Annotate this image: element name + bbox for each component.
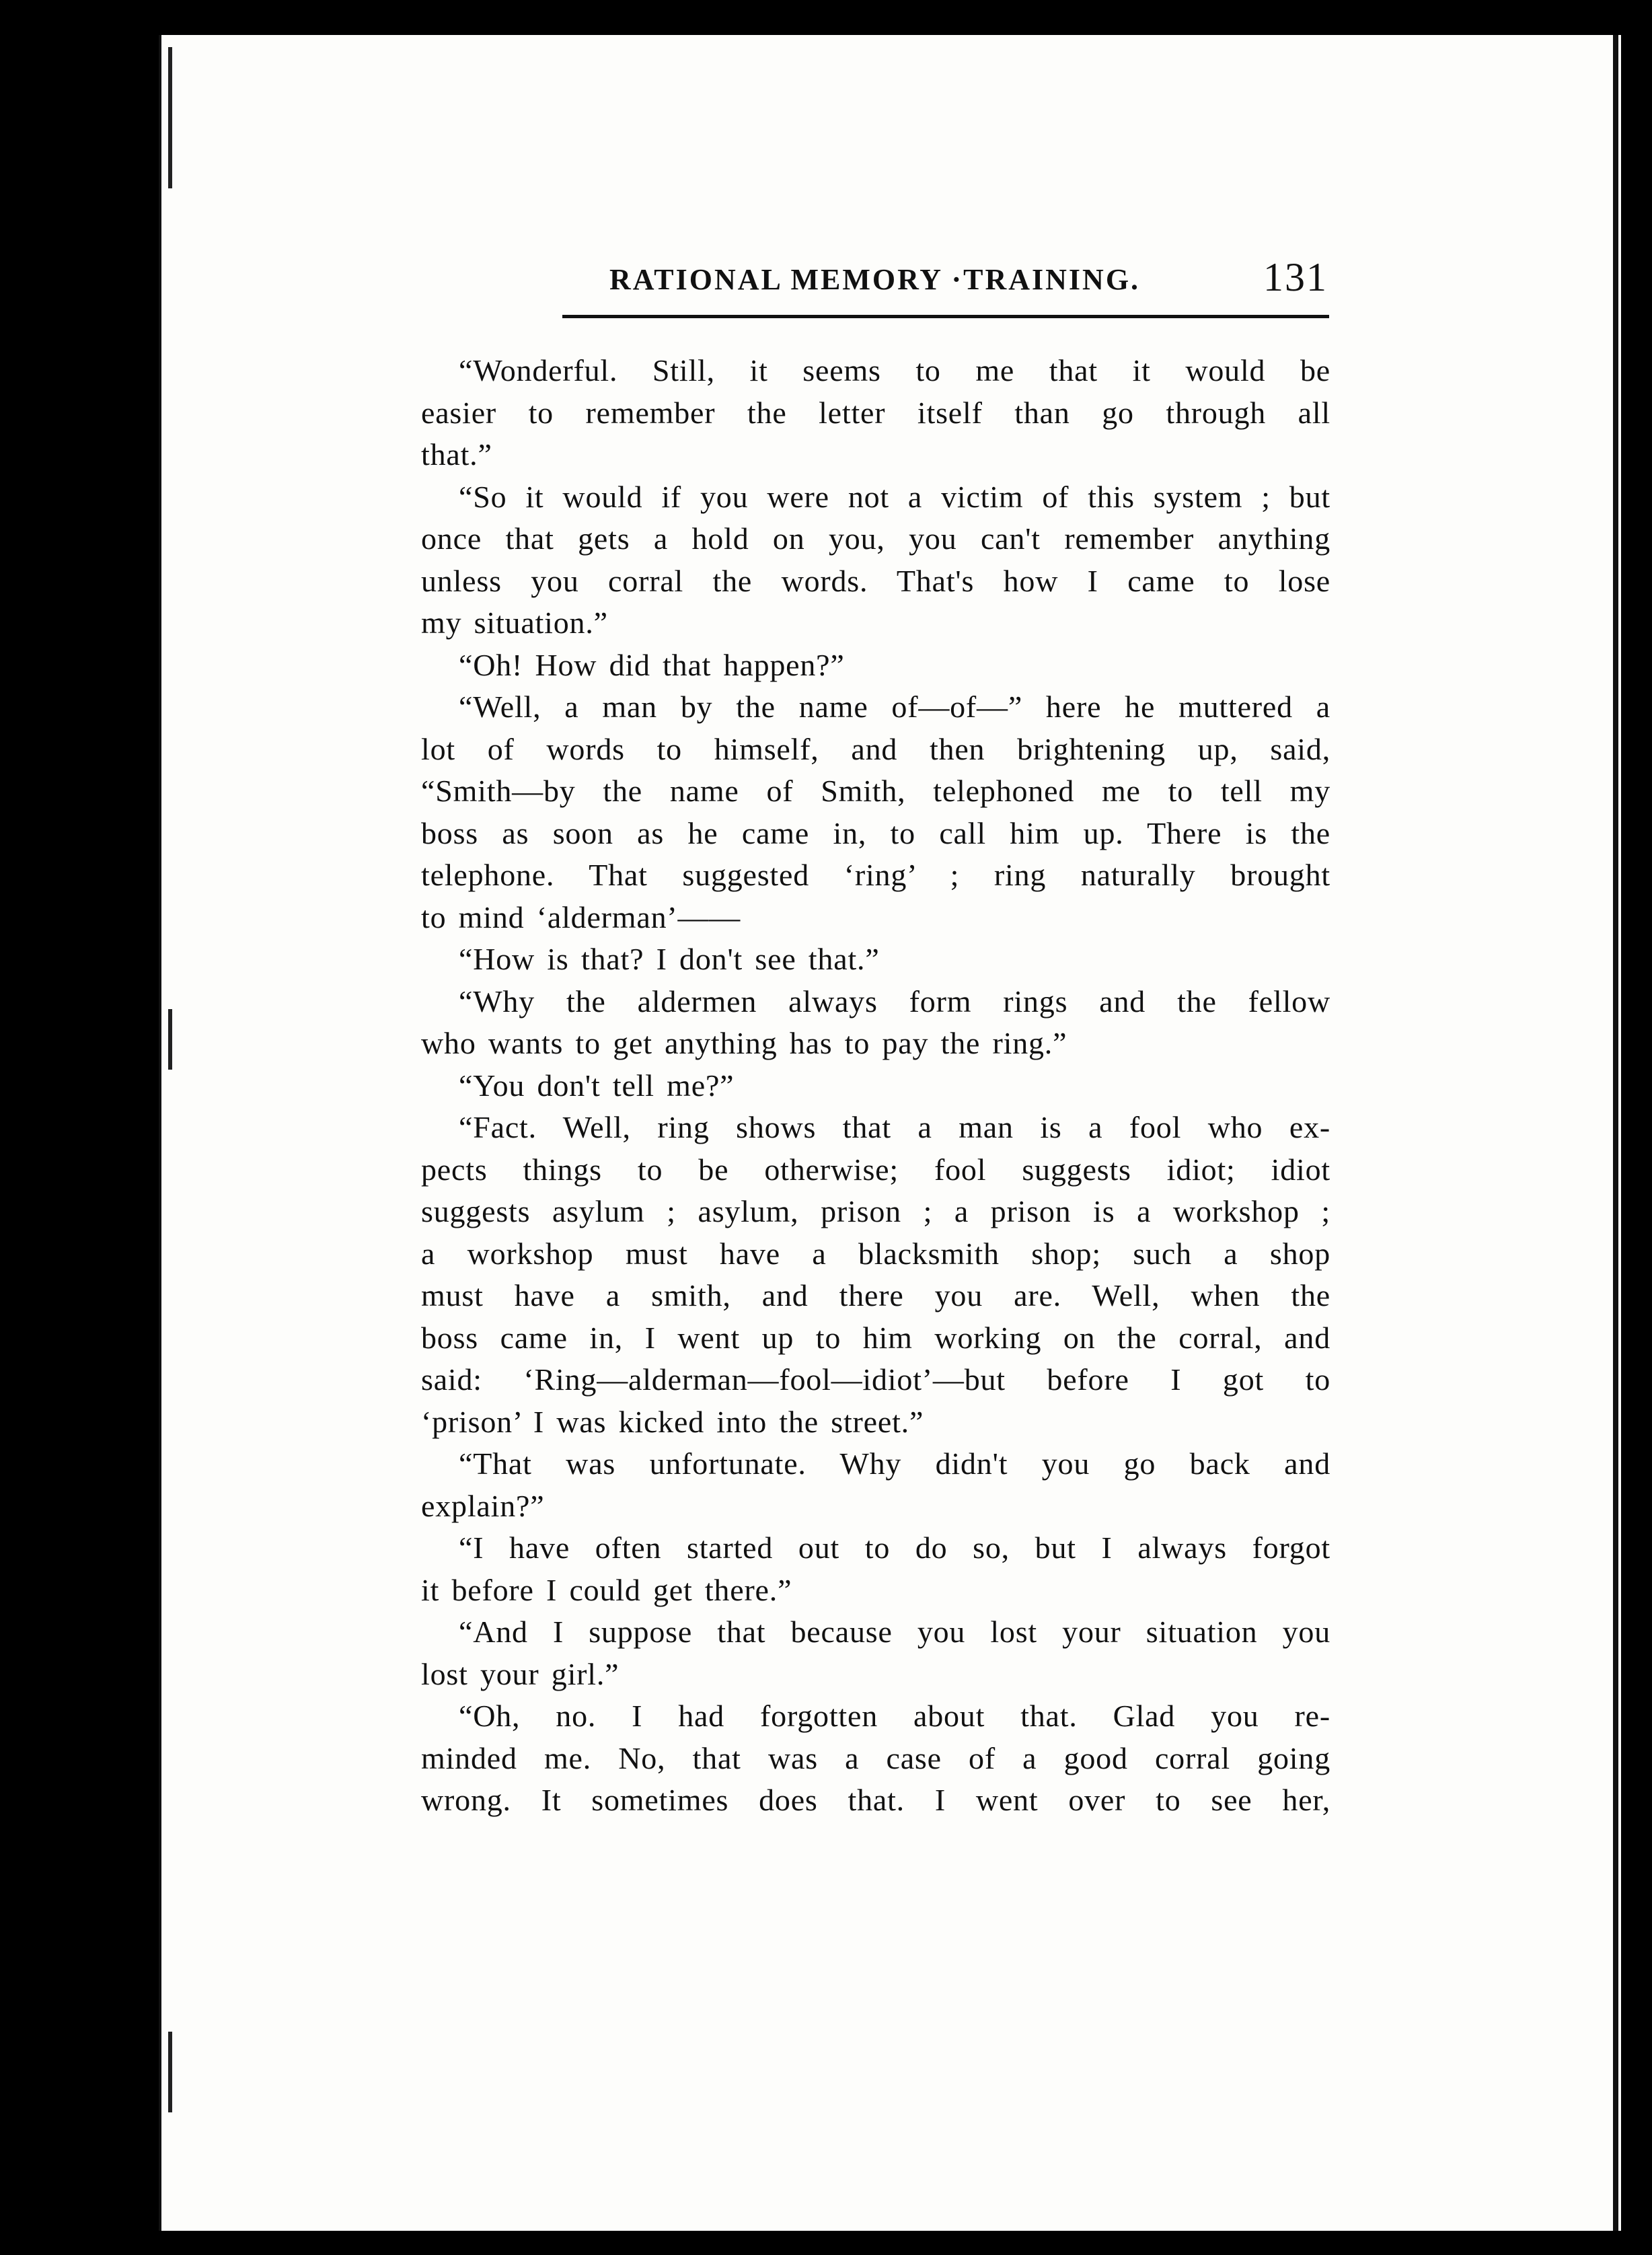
text-line: “Oh, no. I had forgotten about that. Glad you re-: [459, 1699, 1330, 1733]
text-line: “I have often started out to do so, but I always forgot: [459, 1530, 1330, 1565]
text-line: “So it would if you were not a victim of this system ; but: [459, 479, 1330, 514]
text-line: my situation.”: [421, 605, 608, 640]
text-line: that.”: [421, 437, 492, 472]
text-line: a workshop must have a blacksmith shop; such a shop: [421, 1236, 1330, 1271]
text-line: boss as soon as he came in, to call him up. There is the: [421, 815, 1330, 850]
binding-shadow-bottom: [168, 2032, 172, 2112]
text-line: who wants to get anything has to pay the ring.”: [421, 1026, 1067, 1060]
text-line: said: ‘Ring—alderman—fool—idiot’—but before I got to: [421, 1362, 1330, 1397]
text-line: boss came in, I went up to him working on the corral, and: [421, 1320, 1330, 1355]
text-line: “Fact. Well, ring shows that a man is a fool who ex-: [459, 1110, 1330, 1144]
page-right-edge: [1613, 35, 1618, 2231]
text-line: “Smith—by the name of Smith, telephoned me to tell my: [421, 774, 1330, 808]
text-line: easier to remember the letter itself than go through all: [421, 395, 1330, 430]
text-line: explain?”: [421, 1488, 545, 1523]
text-line: once that gets a hold on you, you can't remember anything: [421, 521, 1330, 556]
header-rule: [562, 315, 1329, 318]
page-number: 131: [1263, 255, 1328, 299]
text-line: “Why the aldermen always form rings and the fellow: [459, 984, 1330, 1019]
text-line: “Oh! How did that happen?”: [459, 647, 845, 682]
text-line: unless you corral the words. That's how I came to lose: [421, 563, 1330, 598]
binding-shadow-middle: [168, 1009, 172, 1070]
text-line: pects things to be otherwise; fool suggests idiot; idiot: [421, 1152, 1330, 1187]
text-line: “How is that? I don't see that.”: [459, 942, 880, 976]
text-line: wrong. It sometimes does that. I went over to see her,: [421, 1783, 1330, 1817]
text-line: lot of words to himself, and then brightening up, said,: [421, 731, 1330, 766]
text-line: must have a smith, and there you are. Well, when the: [421, 1278, 1330, 1313]
binding-shadow-top: [168, 47, 172, 188]
text-line: ‘prison’ I was kicked into the street.”: [421, 1404, 924, 1439]
text-line: to mind ‘alderman’——: [421, 899, 741, 934]
text-line: “Wonderful. Still, it seems to me that it would be: [459, 353, 1330, 387]
text-line: telephone. That suggested ‘ring’ ; ring naturally brought: [421, 858, 1330, 892]
running-head: RATIONAL MEMORY ·TRAINING.: [609, 263, 1141, 296]
page-header: [609, 256, 1328, 316]
body-text: [421, 350, 1330, 1822]
text-line: minded me. No, that was a case of a good corral going: [421, 1740, 1330, 1775]
text-line: “That was unfortunate. Why didn't you go back and: [459, 1446, 1330, 1481]
text-line: it before I could get there.”: [421, 1572, 792, 1607]
text-line: lost your girl.”: [421, 1656, 620, 1691]
text-line: “And I suppose that because you lost your situation you: [459, 1615, 1330, 1649]
text-line: “You don't tell me?”: [459, 1068, 735, 1103]
text-line: “Well, a man by the name of—of—” here he muttered a: [459, 690, 1330, 724]
text-line: suggests asylum ; asylum, prison ; a prison is a workshop ;: [421, 1194, 1330, 1228]
